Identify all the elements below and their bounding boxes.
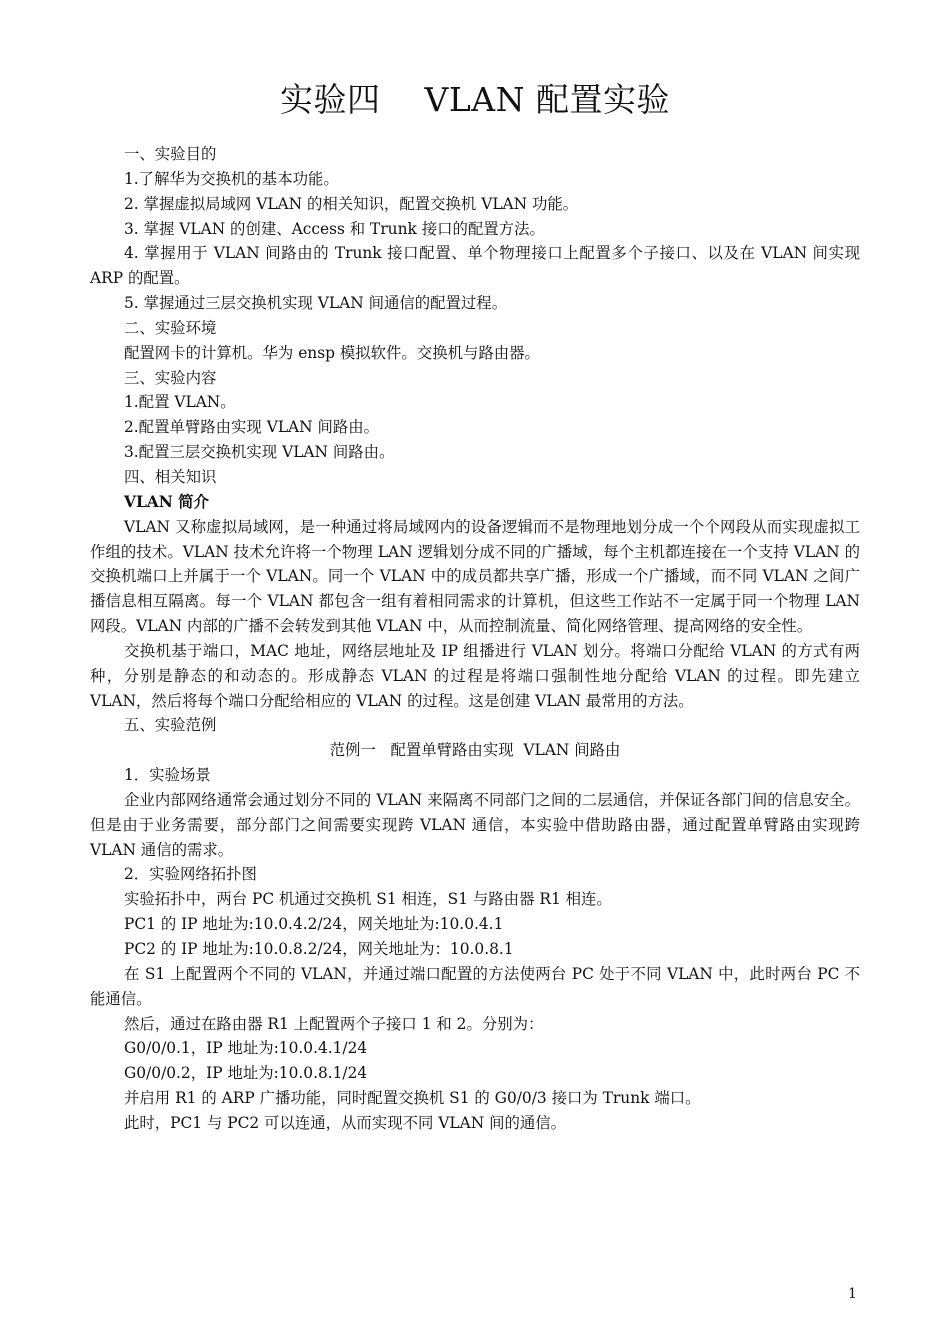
paragraph: 然后，通过在路由器 R1 上配置两个子接口 1 和 2。分别为： [124,1014,544,1033]
paragraph: 此时，PC1 与 PC2 可以连通，从而实现不同 VLAN 间的通信。 [124,1113,567,1132]
pc2-address: PC2 的 IP 地址为:10.0.8.2/24，网关地址为：10.0.8.1 [124,940,514,958]
document-body [90,142,860,1136]
heading-examples: 五、实验范例 [124,716,217,735]
paragraph: 并启用 R1 的 ARP 广播功能，同时配置交换机 S1 的 G0/0/3 接口为 Trunk 端口。 [124,1089,701,1108]
content-item: 3.配置三层交换机实现 VLAN 间路由。 [124,443,395,462]
environment-text: 配置网卡的计算机。华为 ensp 模拟软件。交换机与路由器。 [124,343,540,362]
heading-knowledge: 四、相关知识 [124,467,217,486]
heading-environment: 二、实验环境 [124,318,217,337]
document-title: 实验四 VLAN 配置实验 [280,80,670,119]
subinterface-1: G0/0/0.1，IP 地址为:10.0.4.1/24 [124,1039,368,1058]
heading-content: 三、实验内容 [124,368,217,387]
objective-item: 5. 掌握通过三层交换机实现 VLAN 间通信的配置过程。 [124,294,508,313]
objective-item: 2. 掌握虚拟局域网 VLAN 的相关知识，配置交换机 VLAN 功能。 [124,194,579,213]
subheading-scenario: 1．实验场景 [124,766,211,785]
paragraph: 在 S1 上配置两个不同的 VLAN，并通过端口配置的方法使两台 PC 处于不同 VLAN 中，此时两台 PC 不能通信。 [90,964,860,1008]
content-item: 1.配置 VLAN。 [124,393,236,412]
objective-item: 1.了解华为交换机的基本功能。 [124,169,339,188]
example-title: 范例一 配置单臂路由实现 VLAN 间路由 [329,741,621,760]
paragraph: 实验拓扑中，两台 PC 机通过交换机 S1 相连，S1 与路由器 R1 相连。 [124,890,612,909]
content-item: 2.配置单臂路由实现 VLAN 间路由。 [124,418,380,437]
subheading-vlan-intro: VLAN 简介 [124,492,209,511]
pc1-address: PC1 的 IP 地址为:10.0.4.2/24，网关地址为:10.0.4.1 [124,915,504,934]
heading-objectives: 一、实验目的 [124,145,217,163]
paragraph: 交换机基于端口，MAC 地址，网络层地址及 IP 组播进行 VLAN 划分。将端口分配给 VLAN 的方式有两种，分别是静态的和动态的。形成静态 VLAN 的过程是将端口强制性地分配给 VLAN 的过程。即先建立 VLAN，然后将每个端口分配给相应的 VLAN 的过程。这是创建 VLAN 最常用的方法。 [90,641,860,710]
subheading-topology: 2．实验网络拓扑图 [124,865,257,884]
objective-item: 4. 掌握用于 VLAN 间路由的 Trunk 接口配置、单个物理接口上配置多个子接口、以及在 VLAN 间实现 ARP 的配置。 [90,244,860,288]
paragraph: VLAN 又称虚拟局域网，是一种通过将局域网内的设备逻辑而不是物理地划分成一个个网段从而实现虚拟工作组的技术。VLAN 技术允许将一个物理 LAN 逻辑划分成不同的广播域，每个主机都连接在一个支持 VLAN 的交换机端口上并属于一个 VLAN。同一个 VLAN 中的成员都共享广播，形成一个广播域，而不同 VLAN 之间广播信息相互隔离。每一个 VLAN 都包含一组有着相同需求的计算机，但这些工作站不一定属于同一个物理 LAN 网段。VLAN 内部的广播不会转发到其他 VLAN 中，从而控制流量、简化网络管理、提高网络的安全性。 [90,517,860,636]
objective-item: 3. 掌握 VLAN 的创建、Access 和 Trunk 接口的配置方法。 [124,219,545,238]
page-number: 1 [848,1286,857,1302]
paragraph: 企业内部网络通常会通过划分不同的 VLAN 来隔离不同部门之间的二层通信，并保证各部门间的信息安全。但是由于业务需要，部分部门之间需要实现跨 VLAN 通信，本实验中借助路由器，通过配置单臂路由实现跨 VLAN 通信的需求。 [90,790,860,859]
subinterface-2: G0/0/0.2，IP 地址为:10.0.8.1/24 [124,1064,368,1083]
